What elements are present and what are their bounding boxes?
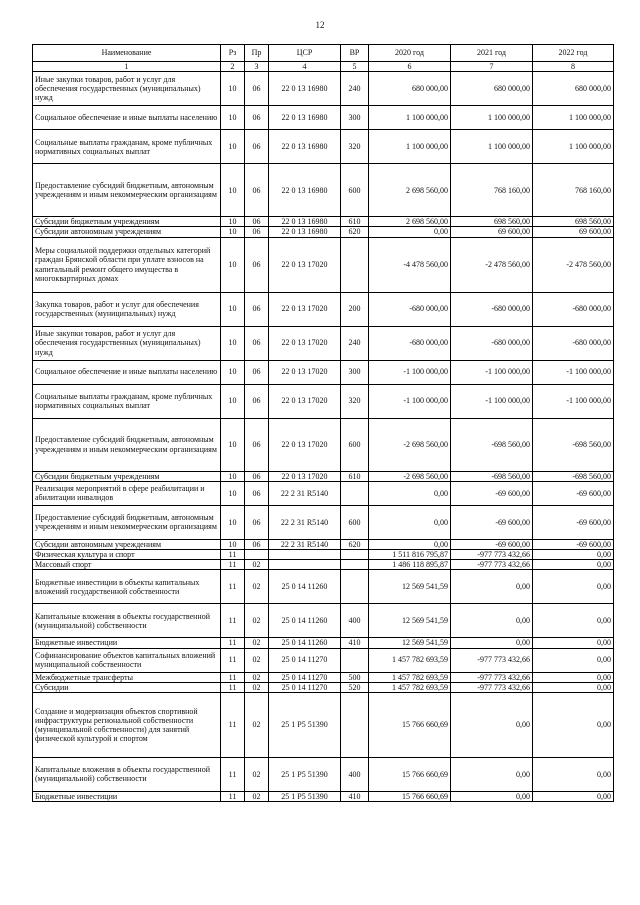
row-pr: 02 bbox=[245, 604, 269, 638]
row-pr: 06 bbox=[245, 481, 269, 505]
row-rz: 11 bbox=[221, 570, 245, 604]
row-amount-2022: 0,00 bbox=[533, 570, 614, 604]
row-amount-2022: -69 600,00 bbox=[533, 481, 614, 505]
row-amount-2021: 768 160,00 bbox=[451, 164, 533, 217]
row-csr: 22 0 13 17020 bbox=[269, 384, 341, 418]
row-csr: 22 0 13 16980 bbox=[269, 72, 341, 106]
row-name: Субсидии bbox=[33, 682, 221, 692]
row-name: Физическая культура и спорт bbox=[33, 549, 221, 559]
table-row bbox=[33, 360, 614, 384]
row-csr: 22 0 13 16980 bbox=[269, 130, 341, 164]
row-pr: 02 bbox=[245, 682, 269, 692]
row-csr: 25 1 P5 51390 bbox=[269, 757, 341, 791]
row-csr: 25 0 14 11260 bbox=[269, 570, 341, 604]
row-amount-2020: 1 511 816 795,87 bbox=[369, 549, 451, 559]
row-vr: 240 bbox=[341, 326, 369, 360]
header-2021: 2021 год bbox=[451, 45, 533, 62]
row-pr bbox=[245, 549, 269, 559]
row-rz: 11 bbox=[221, 549, 245, 559]
column-number: 5 bbox=[341, 62, 369, 72]
row-amount-2021: -977 773 432,66 bbox=[451, 560, 533, 570]
row-vr: 320 bbox=[341, 130, 369, 164]
row-amount-2022: 0,00 bbox=[533, 682, 614, 692]
row-csr: 22 0 13 16980 bbox=[269, 106, 341, 130]
row-name: Предоставление субсидий бюджетным, автономным учреждениям и иным некоммерческим организациям bbox=[33, 418, 221, 471]
row-name: Социальное обеспечение и иные выплаты населению bbox=[33, 360, 221, 384]
row-amount-2021: -1 100 000,00 bbox=[451, 384, 533, 418]
row-amount-2020: -2 698 560,00 bbox=[369, 418, 451, 471]
row-vr bbox=[341, 237, 369, 292]
row-amount-2020: 12 569 541,59 bbox=[369, 604, 451, 638]
row-amount-2022: 0,00 bbox=[533, 757, 614, 791]
table-row bbox=[33, 692, 614, 757]
row-amount-2022: -680 000,00 bbox=[533, 292, 614, 326]
row-amount-2021: -1 100 000,00 bbox=[451, 360, 533, 384]
row-amount-2021: 1 100 000,00 bbox=[451, 106, 533, 130]
row-amount-2022: -1 100 000,00 bbox=[533, 360, 614, 384]
row-pr: 06 bbox=[245, 164, 269, 217]
row-rz: 10 bbox=[221, 539, 245, 549]
row-vr: 600 bbox=[341, 418, 369, 471]
row-rz: 10 bbox=[221, 72, 245, 106]
row-rz: 10 bbox=[221, 326, 245, 360]
table-body bbox=[33, 72, 614, 802]
header-name: Наименование bbox=[33, 45, 221, 62]
header-2020: 2020 год bbox=[369, 45, 451, 62]
row-name: Меры социальной поддержки отдельных категорий граждан Брянской области при уплате взносов на капитальный ремонт общего имущества в многоквартирных домах bbox=[33, 237, 221, 292]
row-amount-2022: 1 100 000,00 bbox=[533, 130, 614, 164]
row-name: Создание и модернизация объектов спортивной инфраструктуры региональной собственности (муниципальной собственности) для занятий физической культурой и спортом bbox=[33, 692, 221, 757]
row-csr: 22 0 13 17020 bbox=[269, 237, 341, 292]
row-amount-2021: -977 773 432,66 bbox=[451, 648, 533, 672]
row-csr bbox=[269, 549, 341, 559]
row-amount-2022: 0,00 bbox=[533, 672, 614, 682]
row-amount-2020: 1 457 782 693,59 bbox=[369, 672, 451, 682]
row-amount-2020: -2 698 560,00 bbox=[369, 471, 451, 481]
header-csr: ЦСР bbox=[269, 45, 341, 62]
row-vr: 410 bbox=[341, 791, 369, 801]
header-rz: Рз bbox=[221, 45, 245, 62]
row-pr: 06 bbox=[245, 237, 269, 292]
table-row bbox=[33, 106, 614, 130]
row-pr: 06 bbox=[245, 418, 269, 471]
row-amount-2020: -4 478 560,00 bbox=[369, 237, 451, 292]
row-name: Иные закупки товаров, работ и услуг для обеспечения государственных (муниципальных) нужд bbox=[33, 72, 221, 106]
row-csr: 22 0 13 17020 bbox=[269, 326, 341, 360]
row-amount-2022: 1 100 000,00 bbox=[533, 106, 614, 130]
row-amount-2021: 69 600,00 bbox=[451, 227, 533, 237]
row-rz: 11 bbox=[221, 757, 245, 791]
table-row bbox=[33, 757, 614, 791]
row-rz: 10 bbox=[221, 418, 245, 471]
row-pr: 06 bbox=[245, 227, 269, 237]
table-row bbox=[33, 682, 614, 692]
row-pr: 06 bbox=[245, 292, 269, 326]
row-name: Социальные выплаты гражданам, кроме публичных нормативных социальных выплат bbox=[33, 384, 221, 418]
row-csr: 22 2 31 R5140 bbox=[269, 505, 341, 539]
row-amount-2022: 0,00 bbox=[533, 692, 614, 757]
row-name: Бюджетные инвестиции bbox=[33, 638, 221, 648]
row-amount-2020: 0,00 bbox=[369, 505, 451, 539]
row-pr: 06 bbox=[245, 360, 269, 384]
row-amount-2020: 1 486 118 895,87 bbox=[369, 560, 451, 570]
row-pr: 02 bbox=[245, 570, 269, 604]
row-csr: 22 0 13 16980 bbox=[269, 164, 341, 217]
row-amount-2020: 680 000,00 bbox=[369, 72, 451, 106]
row-amount-2021: 0,00 bbox=[451, 638, 533, 648]
row-vr: 200 bbox=[341, 292, 369, 326]
table-row bbox=[33, 791, 614, 801]
row-csr: 25 0 14 11270 bbox=[269, 648, 341, 672]
row-amount-2022: -2 478 560,00 bbox=[533, 237, 614, 292]
row-name: Социальные выплаты гражданам, кроме публичных нормативных социальных выплат bbox=[33, 130, 221, 164]
row-amount-2021: 698 560,00 bbox=[451, 217, 533, 227]
row-vr: 600 bbox=[341, 505, 369, 539]
row-vr bbox=[341, 549, 369, 559]
page-number: 12 bbox=[315, 20, 325, 30]
row-csr: 22 0 13 17020 bbox=[269, 418, 341, 471]
row-vr: 400 bbox=[341, 757, 369, 791]
row-name: Предоставление субсидий бюджетным, автономным учреждениям и иным некоммерческим организациям bbox=[33, 164, 221, 217]
row-rz: 10 bbox=[221, 237, 245, 292]
row-amount-2022: -698 560,00 bbox=[533, 418, 614, 471]
row-amount-2020: -1 100 000,00 bbox=[369, 360, 451, 384]
row-csr: 22 0 13 16980 bbox=[269, 227, 341, 237]
row-vr: 240 bbox=[341, 72, 369, 106]
row-amount-2020: 1 457 782 693,59 bbox=[369, 648, 451, 672]
header-pr: Пр bbox=[245, 45, 269, 62]
row-pr: 06 bbox=[245, 326, 269, 360]
table-row bbox=[33, 227, 614, 237]
table-row bbox=[33, 384, 614, 418]
row-amount-2020: 15 766 660,69 bbox=[369, 791, 451, 801]
row-csr: 22 0 13 17020 bbox=[269, 360, 341, 384]
row-rz: 11 bbox=[221, 672, 245, 682]
row-amount-2021: -2 478 560,00 bbox=[451, 237, 533, 292]
row-amount-2020: 12 569 541,59 bbox=[369, 570, 451, 604]
row-amount-2020: 15 766 660,69 bbox=[369, 757, 451, 791]
row-name: Межбюджетные трансферты bbox=[33, 672, 221, 682]
row-pr: 06 bbox=[245, 539, 269, 549]
row-amount-2022: 680 000,00 bbox=[533, 72, 614, 106]
row-vr bbox=[341, 570, 369, 604]
row-name: Субсидии автономным учреждениям bbox=[33, 539, 221, 549]
row-amount-2021: 1 100 000,00 bbox=[451, 130, 533, 164]
row-rz: 11 bbox=[221, 638, 245, 648]
row-rz: 10 bbox=[221, 292, 245, 326]
row-amount-2021: -977 773 432,66 bbox=[451, 549, 533, 559]
row-amount-2021: -977 773 432,66 bbox=[451, 682, 533, 692]
row-amount-2022: 768 160,00 bbox=[533, 164, 614, 217]
column-number: 3 bbox=[245, 62, 269, 72]
table-row bbox=[33, 672, 614, 682]
row-amount-2021: -69 600,00 bbox=[451, 481, 533, 505]
row-amount-2020: 0,00 bbox=[369, 227, 451, 237]
row-rz: 10 bbox=[221, 384, 245, 418]
row-rz: 10 bbox=[221, 360, 245, 384]
row-amount-2022: 698 560,00 bbox=[533, 217, 614, 227]
column-number: 7 bbox=[451, 62, 533, 72]
row-pr: 02 bbox=[245, 757, 269, 791]
table-row bbox=[33, 505, 614, 539]
row-amount-2020: 2 698 560,00 bbox=[369, 217, 451, 227]
row-rz: 11 bbox=[221, 682, 245, 692]
row-amount-2021: 0,00 bbox=[451, 692, 533, 757]
row-vr: 620 bbox=[341, 539, 369, 549]
row-rz: 11 bbox=[221, 692, 245, 757]
table-row bbox=[33, 481, 614, 505]
row-amount-2020: 0,00 bbox=[369, 481, 451, 505]
row-vr: 520 bbox=[341, 682, 369, 692]
row-pr: 02 bbox=[245, 648, 269, 672]
row-amount-2020: 12 569 541,59 bbox=[369, 638, 451, 648]
row-name: Массовый спорт bbox=[33, 560, 221, 570]
table-row bbox=[33, 130, 614, 164]
row-pr: 06 bbox=[245, 72, 269, 106]
row-amount-2021: -69 600,00 bbox=[451, 505, 533, 539]
row-amount-2022: -69 600,00 bbox=[533, 539, 614, 549]
row-vr bbox=[341, 692, 369, 757]
column-number: 4 bbox=[269, 62, 341, 72]
row-rz: 10 bbox=[221, 217, 245, 227]
row-amount-2020: 1 100 000,00 bbox=[369, 130, 451, 164]
table-row bbox=[33, 549, 614, 559]
row-amount-2020: 1 100 000,00 bbox=[369, 106, 451, 130]
row-pr: 06 bbox=[245, 471, 269, 481]
row-csr: 25 0 14 11270 bbox=[269, 672, 341, 682]
row-csr: 22 0 13 16980 bbox=[269, 217, 341, 227]
row-amount-2021: -680 000,00 bbox=[451, 292, 533, 326]
row-amount-2022: 0,00 bbox=[533, 791, 614, 801]
table-row bbox=[33, 164, 614, 217]
row-rz: 11 bbox=[221, 791, 245, 801]
row-csr: 22 0 13 17020 bbox=[269, 292, 341, 326]
header-vr: ВР bbox=[341, 45, 369, 62]
row-amount-2022: -1 100 000,00 bbox=[533, 384, 614, 418]
table-row bbox=[33, 648, 614, 672]
row-vr: 620 bbox=[341, 227, 369, 237]
table-row bbox=[33, 539, 614, 549]
row-pr: 06 bbox=[245, 106, 269, 130]
row-csr bbox=[269, 560, 341, 570]
row-csr: 25 0 14 11270 bbox=[269, 682, 341, 692]
column-number: 2 bbox=[221, 62, 245, 72]
row-csr: 22 2 31 R5140 bbox=[269, 539, 341, 549]
row-pr: 02 bbox=[245, 672, 269, 682]
row-csr: 22 0 13 17020 bbox=[269, 471, 341, 481]
row-csr: 25 0 14 11260 bbox=[269, 604, 341, 638]
row-amount-2022: 0,00 bbox=[533, 560, 614, 570]
row-name: Капитальные вложения в объекты государственной (муниципальной) собственности bbox=[33, 604, 221, 638]
table-row bbox=[33, 570, 614, 604]
row-amount-2020: 1 457 782 693,59 bbox=[369, 682, 451, 692]
table-row bbox=[33, 326, 614, 360]
row-amount-2022: 0,00 bbox=[533, 549, 614, 559]
row-pr: 06 bbox=[245, 384, 269, 418]
column-number: 6 bbox=[369, 62, 451, 72]
table-row bbox=[33, 72, 614, 106]
table-row bbox=[33, 418, 614, 471]
row-pr: 06 bbox=[245, 217, 269, 227]
row-vr: 300 bbox=[341, 106, 369, 130]
row-name: Закупка товаров, работ и услуг для обеспечения государственных (муниципальных) нужд bbox=[33, 292, 221, 326]
row-amount-2021: 0,00 bbox=[451, 757, 533, 791]
row-name: Иные закупки товаров, работ и услуг для обеспечения государственных (муниципальных) нужд bbox=[33, 326, 221, 360]
row-vr bbox=[341, 481, 369, 505]
row-amount-2022: 0,00 bbox=[533, 638, 614, 648]
row-vr: 410 bbox=[341, 638, 369, 648]
row-rz: 11 bbox=[221, 560, 245, 570]
row-rz: 10 bbox=[221, 471, 245, 481]
table-row bbox=[33, 604, 614, 638]
row-name: Софинансирование объектов капитальных вложений муниципальной собственности bbox=[33, 648, 221, 672]
header-2022: 2022 год bbox=[533, 45, 614, 62]
row-amount-2022: -698 560,00 bbox=[533, 471, 614, 481]
row-name: Капитальные вложения в объекты государственной (муниципальной) собственности bbox=[33, 757, 221, 791]
row-amount-2021: 0,00 bbox=[451, 570, 533, 604]
row-rz: 11 bbox=[221, 604, 245, 638]
row-vr: 500 bbox=[341, 672, 369, 682]
column-number: 1 bbox=[33, 62, 221, 72]
row-amount-2022: -69 600,00 bbox=[533, 505, 614, 539]
table-row bbox=[33, 237, 614, 292]
row-vr: 400 bbox=[341, 604, 369, 638]
row-amount-2020: -680 000,00 bbox=[369, 292, 451, 326]
row-pr: 02 bbox=[245, 692, 269, 757]
row-amount-2021: 0,00 bbox=[451, 791, 533, 801]
table-row bbox=[33, 471, 614, 481]
row-amount-2020: -680 000,00 bbox=[369, 326, 451, 360]
row-pr: 02 bbox=[245, 560, 269, 570]
table-row bbox=[33, 560, 614, 570]
row-amount-2021: -69 600,00 bbox=[451, 539, 533, 549]
row-vr: 600 bbox=[341, 164, 369, 217]
row-amount-2021: -977 773 432,66 bbox=[451, 672, 533, 682]
row-amount-2021: 0,00 bbox=[451, 604, 533, 638]
row-amount-2020: -1 100 000,00 bbox=[369, 384, 451, 418]
row-pr: 06 bbox=[245, 130, 269, 164]
row-name: Предоставление субсидий бюджетным, автономным учреждениям и иным некоммерческим организациям bbox=[33, 505, 221, 539]
row-amount-2021: 680 000,00 bbox=[451, 72, 533, 106]
row-name: Реализация мероприятий в сфере реабилитации и абилитации инвалидов bbox=[33, 481, 221, 505]
row-amount-2022: 0,00 bbox=[533, 648, 614, 672]
row-rz: 10 bbox=[221, 227, 245, 237]
row-csr: 25 0 14 11260 bbox=[269, 638, 341, 648]
header-row bbox=[33, 45, 614, 62]
row-rz: 10 bbox=[221, 164, 245, 217]
row-rz: 10 bbox=[221, 130, 245, 164]
row-rz: 10 bbox=[221, 106, 245, 130]
budget-table bbox=[32, 44, 614, 802]
row-amount-2022: 69 600,00 bbox=[533, 227, 614, 237]
row-amount-2021: -698 560,00 bbox=[451, 418, 533, 471]
column-number: 8 bbox=[533, 62, 614, 72]
column-number-row bbox=[33, 62, 614, 72]
row-amount-2020: 0,00 bbox=[369, 539, 451, 549]
row-rz: 10 bbox=[221, 481, 245, 505]
row-name: Бюджетные инвестиции bbox=[33, 791, 221, 801]
row-name: Субсидии бюджетным учреждениям bbox=[33, 471, 221, 481]
table-row bbox=[33, 292, 614, 326]
table-row bbox=[33, 638, 614, 648]
row-amount-2020: 2 698 560,00 bbox=[369, 164, 451, 217]
row-rz: 10 bbox=[221, 505, 245, 539]
row-amount-2022: 0,00 bbox=[533, 604, 614, 638]
row-name: Субсидии бюджетным учреждениям bbox=[33, 217, 221, 227]
row-vr: 610 bbox=[341, 471, 369, 481]
row-pr: 02 bbox=[245, 791, 269, 801]
row-amount-2021: -680 000,00 bbox=[451, 326, 533, 360]
row-vr bbox=[341, 560, 369, 570]
row-pr: 02 bbox=[245, 638, 269, 648]
row-amount-2020: 15 766 660,69 bbox=[369, 692, 451, 757]
row-vr: 320 bbox=[341, 384, 369, 418]
row-vr bbox=[341, 648, 369, 672]
row-amount-2022: -680 000,00 bbox=[533, 326, 614, 360]
row-name: Социальное обеспечение и иные выплаты населению bbox=[33, 106, 221, 130]
row-csr: 25 1 P5 51390 bbox=[269, 692, 341, 757]
row-vr: 300 bbox=[341, 360, 369, 384]
row-name: Бюджетные инвестиции в объекты капитальных вложений государственной собственности bbox=[33, 570, 221, 604]
row-csr: 22 2 31 R5140 bbox=[269, 481, 341, 505]
row-csr: 25 1 P5 51390 bbox=[269, 791, 341, 801]
row-pr: 06 bbox=[245, 505, 269, 539]
row-vr: 610 bbox=[341, 217, 369, 227]
row-name: Субсидии автономным учреждениям bbox=[33, 227, 221, 237]
table-row bbox=[33, 217, 614, 227]
row-rz: 11 bbox=[221, 648, 245, 672]
row-amount-2021: -698 560,00 bbox=[451, 471, 533, 481]
